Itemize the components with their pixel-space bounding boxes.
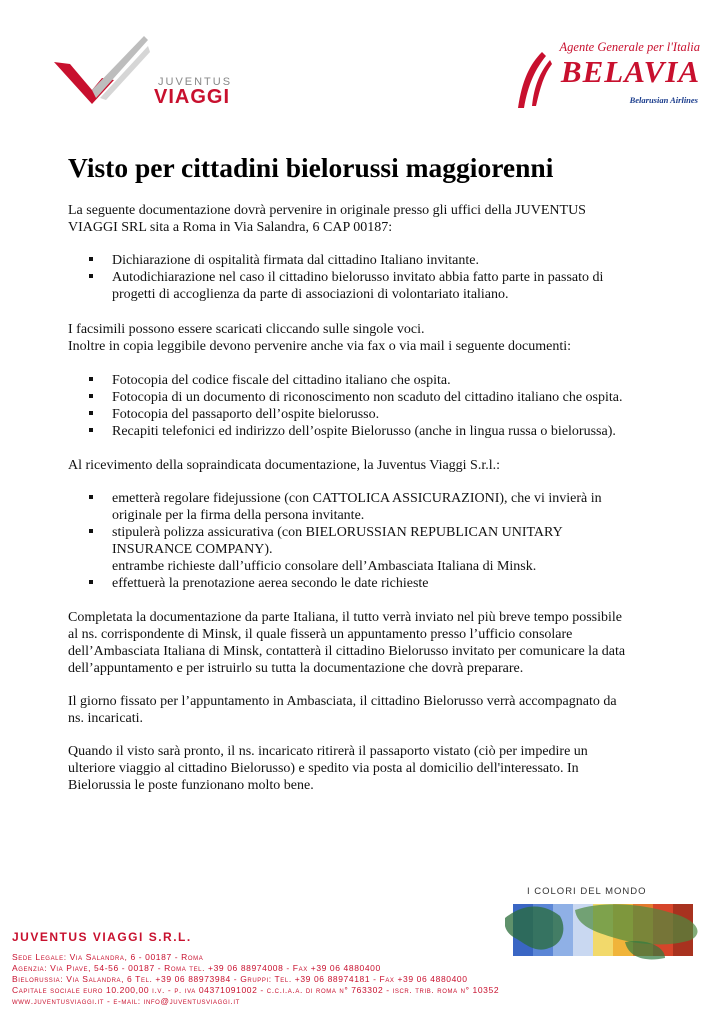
list-item [112, 524, 563, 541]
para4-line-3: dell’Ambasciata Italiana di Minsk, contatterà il cittadino Bielorusso invitato per comunicare la data [68, 644, 626, 659]
list-item[interactable] [112, 252, 479, 269]
footer-website[interactable]: www.juventusviaggi.it - e-mail: info@juventusviaggi.it [12, 996, 240, 1006]
list-item-text: Fotocopia di un documento di riconoscimento non scaduto del cittadino italiano che ospita. [112, 390, 623, 405]
list-item-continuation: originale per la firma della persona invitante. [112, 508, 365, 523]
intro-line-1: La seguente documentazione dovrà pervenire in originale presso gli uffici della JUVENTUS [68, 203, 586, 218]
list-item[interactable] [112, 269, 603, 286]
list-item-continuation: INSURANCE COMPANY). [112, 542, 273, 557]
intro-line-2: VIAGGI SRL sita a Roma in Via Salandra, 6 CAP 00187: [68, 220, 393, 235]
belavia-agent-text: Agente Generale per l'Italia [559, 40, 700, 54]
footer-line-4: Capitale sociale euro 10.200,00 i.v. - p. iva 04371091002 - c.c.i.a.a. di roma n° 763302 - iscr. trib. roma n° 10352 [12, 985, 500, 995]
para5-line-1: Il giorno fissato per l’appuntamento in Ambasciata, il cittadino Bielorusso verrà accompagnato da [68, 694, 617, 709]
bullet-icon [89, 411, 93, 415]
list-item-continuation: entrambe richieste dall’ufficio consolare dell’Ambasciata Italiana di Minsk. [112, 559, 537, 574]
list-item-text: Dichiarazione di ospitalità firmata dal cittadino Italiano invitante. [112, 253, 479, 268]
para6-line-1: Quando il visto sarà pronto, il ns. incaricato ritirerà il passaporto vistato (ciò per impedire un [68, 744, 588, 759]
para2-line-2: Inoltre in copia leggibile devono pervenire anche via fax o via mail i seguente documenti: [68, 339, 572, 354]
bullet-icon [89, 377, 93, 381]
para4-line-4: dell’appuntamento e per istruirlo su tutta la documentazione che dovrà preparare. [68, 661, 524, 676]
list-item [112, 490, 602, 507]
juventus-viaggi-logo [52, 32, 233, 112]
list-item-text: Recapiti telefonici ed indirizzo dell’ospite Bielorusso (anche in lingua russa o bielorussa). [112, 424, 616, 439]
bullet-icon [89, 580, 93, 584]
bullet-icon [89, 529, 93, 533]
bullet-icon [89, 495, 93, 499]
bullet-icon [89, 428, 93, 432]
list-item-text: effettuerà la prenotazione aerea secondo le date richieste [112, 576, 429, 591]
footer-line-2: Agenzia: Via Piave, 54-56 - 00187 - Roma tel. +39 06 88974008 - Fax +39 06 4880400 [12, 963, 381, 973]
list-item [112, 406, 379, 423]
para3: Al ricevimento della sopraindicata documentazione, la Juventus Viaggi S.r.l.: [68, 458, 501, 473]
para4-line-2: al ns. corrispondente di Minsk, il quale fisserà un appuntamento presso l’ufficio consolare [68, 627, 573, 642]
belavia-logo [510, 40, 700, 120]
bullet-icon [89, 394, 93, 398]
bullet-icon [89, 274, 93, 278]
bullet-icon [89, 257, 93, 261]
list-item-continuation: progetti di accoglienza da parte di associazioni di volontariato italiano. [112, 287, 509, 302]
para6-line-2: ulteriore viaggio al cittadino Bielorusso) e spedito via posta al domicilio dell'interessato. In [68, 761, 579, 776]
para2-line-1: I facsimili possono essere scaricati cliccando sulle singole voci. [68, 322, 425, 337]
para6-line-3: Bielorussia le poste funzionano molto bene. [68, 778, 314, 793]
belavia-name: BELAVIA [560, 54, 700, 89]
list-item [112, 389, 623, 406]
footer-line-1: Sede Legale: Via Salandra, 6 - 00187 - Roma [12, 952, 204, 962]
list-item-text: emetterà regolare fidejussione (con CATTOLICA ASSICURAZIONI), che vi invierà in [112, 491, 602, 506]
world-map-icon [505, 898, 710, 964]
list-item-text: Autodichiarazione nel caso il cittadino bielorusso invitato abbia fatto parte in passato di [112, 270, 604, 285]
footer-line-3: Bielorussia: Via Salandra, 6 Tel. +39 06 88973984 - Gruppi: Tel. +39 06 88974181 - Fax +39 06 4880400 [12, 974, 468, 984]
page-title: Visto per cittadini bielorussi maggiorenni [68, 152, 554, 183]
logo-juventus-text: JUVENTUS [158, 76, 233, 88]
colori-del-mondo-label: I COLORI DEL MONDO [527, 886, 647, 897]
footer-company-name: JUVENTUS VIAGGI S.R.L. [12, 930, 192, 944]
list-item-text: Fotocopia del passaporto dell’ospite bielorusso. [112, 407, 380, 422]
para5-line-2: ns. incaricati. [68, 711, 144, 726]
belavia-subtitle: Belarusian Airlines [629, 95, 698, 105]
para4-line-1: Completata la documentazione da parte Italiana, il tutto verrà inviato nel più breve tempo possibile [68, 610, 622, 625]
logo-viaggi-text: VIAGGI [154, 86, 231, 108]
list-item [112, 372, 451, 389]
list-item [112, 575, 429, 592]
list-item-text: stipulerà polizza assicurativa (con BIELORUSSIAN REPUBLICAN UNITARY [112, 525, 563, 540]
list-item [112, 423, 616, 440]
list-item-text: Fotocopia del codice fiscale del cittadino italiano che ospita. [112, 373, 451, 388]
belavia-wing-icon [512, 50, 556, 112]
